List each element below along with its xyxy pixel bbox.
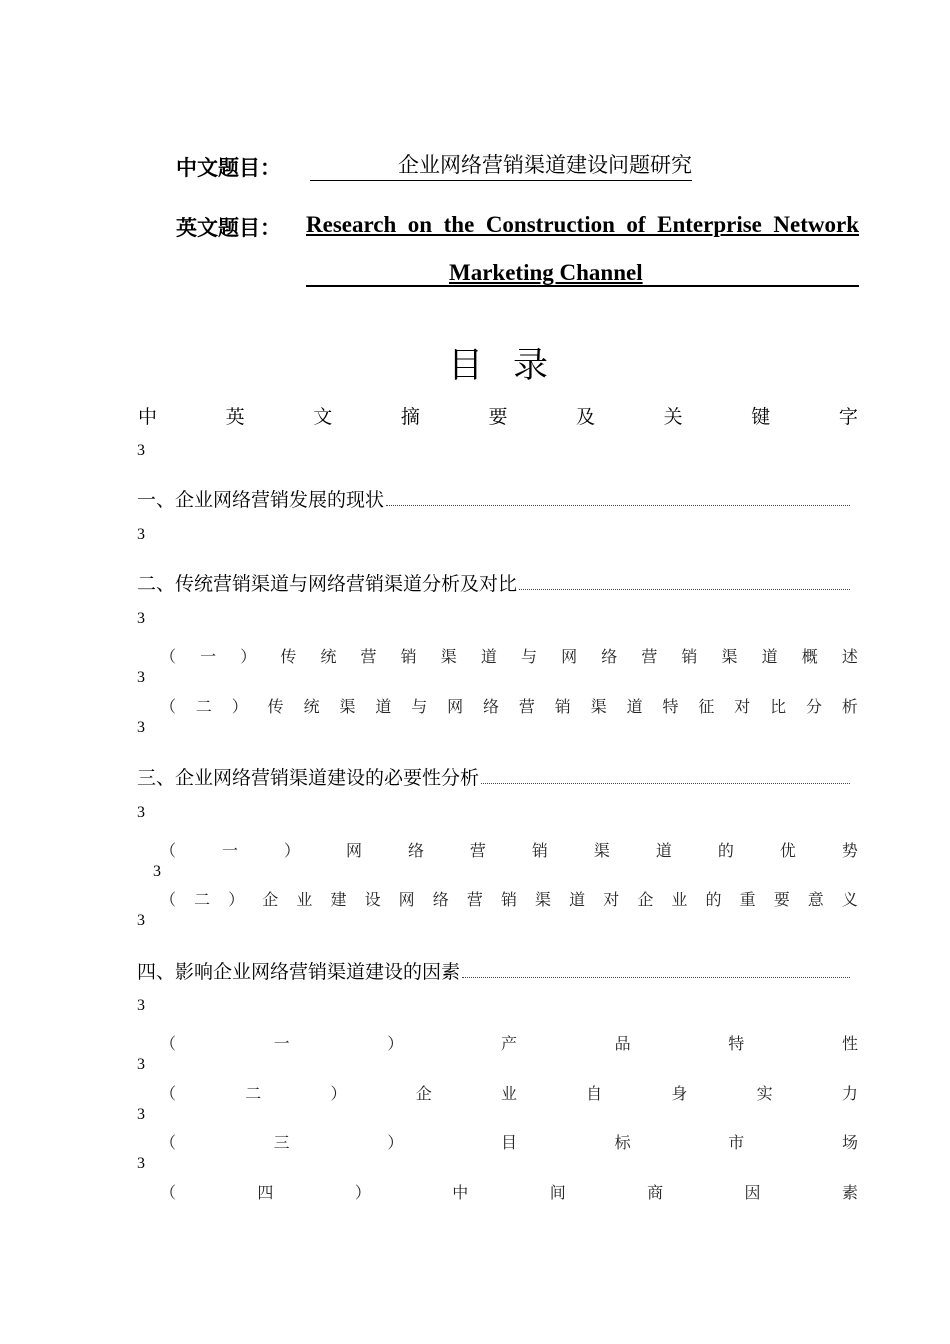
toc-char: 营 — [518, 697, 535, 716]
toc-char: 传 — [267, 697, 284, 716]
toc-entry-section-4-4[interactable] — [160, 1180, 858, 1203]
toc-char: 述 — [841, 647, 858, 666]
toc-entry-section-4[interactable] — [137, 957, 850, 984]
toc-char: 道 — [655, 841, 672, 860]
toc-char: 间 — [549, 1183, 566, 1202]
dot-leader — [462, 976, 850, 978]
toc-entry-section-3-2[interactable] — [160, 887, 858, 910]
toc-page-number: 3 — [137, 1056, 145, 1073]
toc-char: 素 — [841, 1183, 858, 1202]
toc-char: 设 — [364, 890, 381, 909]
toc-char: 一 — [273, 1034, 290, 1053]
toc-char: ） — [387, 1133, 404, 1152]
dot-leader — [481, 782, 850, 784]
toc-char: 一 — [200, 647, 217, 666]
toc-char: 文 — [313, 406, 333, 428]
toc-char: 营 — [641, 647, 658, 666]
toc-char: 道 — [761, 647, 778, 666]
toc-char: （ — [160, 841, 177, 860]
toc-entry-section-2[interactable] — [137, 569, 850, 596]
toc-entry-section-3-1[interactable] — [160, 838, 858, 861]
toc-entry-text: 一、企业网络营销发展的现状 — [137, 489, 385, 511]
toc-entry-section-4-2[interactable] — [160, 1081, 858, 1104]
english-title-line-1: Research on the Construction of Enterprise Network — [306, 212, 859, 237]
toc-char: 征 — [698, 697, 715, 716]
toc-char: 的 — [705, 890, 722, 909]
toc-char: 一 — [221, 841, 238, 860]
dot-leader — [519, 588, 850, 590]
toc-char: 字 — [838, 406, 858, 428]
toc-char: 市 — [728, 1133, 745, 1152]
toc-page-number: 3 — [137, 442, 145, 459]
toc-char: 网 — [447, 697, 464, 716]
toc-char: （ — [160, 1034, 177, 1053]
toc-char: 对 — [734, 697, 751, 716]
toc-char: 渠 — [440, 647, 457, 666]
toc-char: 企 — [262, 890, 279, 909]
toc-char: 业 — [671, 890, 688, 909]
toc-char: 销 — [500, 890, 517, 909]
toc-entry-text: 二、传统营销渠道与网络营销渠道分析及对比 — [137, 573, 518, 595]
toc-char: 力 — [841, 1084, 858, 1103]
toc-char: 摘 — [400, 406, 420, 428]
english-title-label: 英文题目： — [176, 216, 281, 240]
toc-char: 英 — [225, 406, 245, 428]
toc-char: 网 — [561, 647, 578, 666]
toc-char: 要 — [488, 406, 508, 428]
toc-char: （ — [160, 697, 177, 716]
toc-entry-abstract[interactable] — [138, 402, 858, 429]
toc-char: 道 — [375, 697, 392, 716]
toc-page-number: 3 — [153, 863, 161, 880]
toc-char: 销 — [400, 647, 417, 666]
toc-char: 统 — [320, 647, 337, 666]
toc-char: 络 — [407, 841, 424, 860]
toc-char: 业 — [296, 890, 313, 909]
toc-char: ） — [228, 890, 245, 909]
toc-char: 键 — [751, 406, 771, 428]
toc-char: ） — [240, 647, 257, 666]
toc-char: 场 — [841, 1133, 858, 1152]
toc-char: 网 — [345, 841, 362, 860]
toc-char: 销 — [681, 647, 698, 666]
toc-char: 意 — [807, 890, 824, 909]
toc-char: 的 — [717, 841, 734, 860]
toc-char: 重 — [739, 890, 756, 909]
toc-entry-section-2-2[interactable] — [160, 694, 858, 717]
toc-char: 及 — [576, 406, 596, 428]
toc-char: 优 — [779, 841, 796, 860]
toc-char: 与 — [411, 697, 428, 716]
toc-page-number: 3 — [137, 997, 145, 1014]
toc-char: 析 — [841, 697, 858, 716]
toc-char: 势 — [841, 841, 858, 860]
toc-char: 中 — [138, 406, 158, 428]
toc-char: 业 — [500, 1084, 517, 1103]
toc-char: 建 — [330, 890, 347, 909]
toc-char: 性 — [841, 1034, 858, 1053]
english-title-line-2-text: Marketing Channel — [449, 260, 643, 285]
toc-entry-section-3[interactable] — [137, 763, 850, 790]
toc-entry-section-4-3[interactable] — [160, 1130, 858, 1153]
toc-char: 渠 — [593, 841, 610, 860]
toc-char: （ — [160, 1133, 177, 1152]
toc-char: 目 — [500, 1133, 517, 1152]
toc-char: 概 — [801, 647, 818, 666]
toc-char: 营 — [469, 841, 486, 860]
toc-char: 特 — [662, 697, 679, 716]
toc-char: （ — [160, 890, 177, 909]
toc-char: 关 — [663, 406, 683, 428]
toc-entry-section-4-1[interactable] — [160, 1031, 858, 1054]
english-title-line-2 — [306, 258, 859, 287]
toc-heading: 目录 — [447, 346, 578, 386]
toc-char: 企 — [415, 1084, 432, 1103]
toc-char: 四 — [257, 1183, 274, 1202]
toc-char: 道 — [480, 647, 497, 666]
toc-char: 渠 — [721, 647, 738, 666]
toc-char: 特 — [728, 1034, 745, 1053]
toc-char: ） — [354, 1183, 371, 1202]
toc-char: 身 — [671, 1084, 688, 1103]
toc-char: 义 — [841, 890, 858, 909]
toc-char: ） — [231, 697, 248, 716]
toc-char: 标 — [614, 1133, 631, 1152]
dot-leader — [386, 504, 850, 506]
toc-entry-section-1[interactable] — [137, 485, 850, 512]
toc-char: 渠 — [339, 697, 356, 716]
toc-char: 道 — [569, 890, 586, 909]
toc-char: 销 — [531, 841, 548, 860]
toc-entry-text: 四、影响企业网络营销渠道建设的因素 — [137, 961, 461, 983]
toc-char: 品 — [614, 1034, 631, 1053]
toc-char: 实 — [756, 1084, 773, 1103]
toc-char: ） — [387, 1034, 404, 1053]
toc-page-number: 3 — [137, 719, 145, 736]
toc-char: 二 — [245, 1084, 262, 1103]
toc-entry-text: 三、企业网络营销渠道建设的必要性分析 — [137, 767, 480, 789]
toc-char: ） — [330, 1084, 347, 1103]
toc-page-number: 3 — [137, 610, 145, 627]
toc-char: 对 — [603, 890, 620, 909]
toc-char: 分 — [806, 697, 823, 716]
toc-char: （ — [160, 1084, 177, 1103]
toc-char: 销 — [554, 697, 571, 716]
toc-char: 产 — [500, 1034, 517, 1053]
toc-char: 传 — [280, 647, 297, 666]
toc-char: 商 — [647, 1183, 664, 1202]
toc-char: 企 — [637, 890, 654, 909]
toc-char: 道 — [626, 697, 643, 716]
toc-char: ） — [283, 841, 300, 860]
toc-char: 比 — [770, 697, 787, 716]
toc-page-number: 3 — [137, 526, 145, 543]
toc-char: 渠 — [535, 890, 552, 909]
toc-page-number: 3 — [137, 1155, 145, 1172]
toc-char: 渠 — [590, 697, 607, 716]
toc-char: 络 — [601, 647, 618, 666]
toc-char: 二 — [195, 697, 212, 716]
toc-page-number: 3 — [137, 912, 145, 929]
toc-char: 二 — [194, 890, 211, 909]
toc-page-number: 3 — [137, 669, 145, 686]
toc-page-number: 3 — [137, 804, 145, 821]
chinese-title: 企业网络营销渠道建设问题研究 — [310, 152, 692, 181]
toc-page-number: 3 — [137, 1106, 145, 1123]
toc-char: 因 — [744, 1183, 761, 1202]
toc-char: 自 — [586, 1084, 603, 1103]
toc-char: 统 — [303, 697, 320, 716]
toc-char: 营 — [466, 890, 483, 909]
toc-char: 三 — [273, 1133, 290, 1152]
toc-char: 络 — [432, 890, 449, 909]
toc-char: 营 — [360, 647, 377, 666]
toc-char: （ — [160, 647, 177, 666]
chinese-title-label: 中文题目： — [176, 156, 281, 180]
toc-char: 网 — [398, 890, 415, 909]
toc-char: 与 — [520, 647, 537, 666]
toc-char: 中 — [452, 1183, 469, 1202]
toc-char: 要 — [773, 890, 790, 909]
toc-entry-section-2-1[interactable] — [160, 644, 858, 667]
toc-char: （ — [160, 1183, 177, 1202]
toc-char: 络 — [483, 697, 500, 716]
